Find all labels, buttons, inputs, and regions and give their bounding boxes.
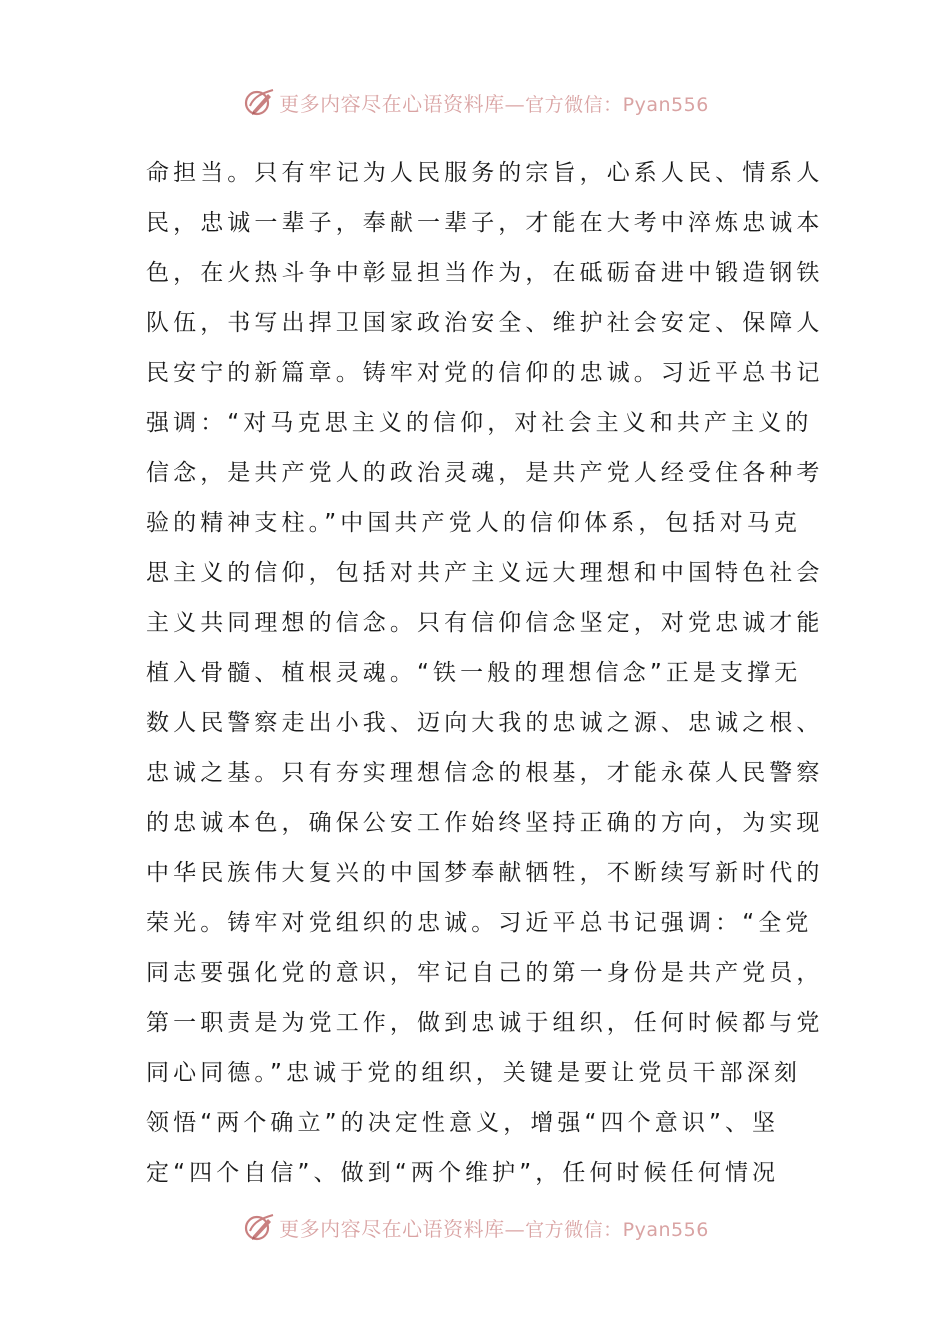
text-line: 民，忠诚一辈子，奉献一辈子，才能在大考中淬炼忠诚本 <box>146 210 824 236</box>
text-line: 忠诚之基。只有夯实理想信念的根基，才能永葆人民警察 <box>146 760 824 786</box>
watermark-text: 更多内容尽在心语资料库—官方微信：Pyan556 <box>279 1216 709 1241</box>
footer-watermark <box>0 1207 950 1247</box>
pen-swoosh-logo-icon <box>241 84 277 120</box>
text-line: 第一职责是为党工作，做到忠诚于组织，任何时候都与党 <box>146 1010 824 1036</box>
watermark-text: 更多内容尽在心语资料库—官方微信：Pyan556 <box>279 91 709 116</box>
text-line: 领悟“两个确立”的决定性意义，增强“四个意识”、坚 <box>146 1110 780 1136</box>
text-line: 强调：“对马克思主义的信仰，对社会主义和共产主义的 <box>146 410 813 436</box>
text-line: 色，在火热斗争中彰显担当作为，在砥砺奋进中锻造钢铁 <box>146 260 824 286</box>
text-line: 思主义的信仰，包括对共产主义远大理想和中国特色社会 <box>146 560 824 586</box>
text-line: 中华民族伟大复兴的中国梦奉献牺牲，不断续写新时代的 <box>146 860 824 886</box>
text-line: 主义共同理想的信念。只有信仰信念坚定，对党忠诚才能 <box>146 610 824 636</box>
text-line: 验的精神支柱。”中国共产党人的信仰体系，包括对马克 <box>146 510 801 536</box>
text-line: 植入骨髓、植根灵魂。“铁一般的理想信念”正是支撑无 <box>146 660 802 686</box>
pen-swoosh-logo-icon <box>241 1209 277 1245</box>
text-line: 的忠诚本色，确保公安工作始终坚持正确的方向，为实现 <box>146 810 824 836</box>
text-line: 荣光。铸牢对党组织的忠诚。习近平总书记强调：“全党 <box>146 910 813 936</box>
text-line: 定“四个自信”、做到“两个维护”，任何时候任何情况 <box>146 1160 780 1186</box>
text-line: 命担当。只有牢记为人民服务的宗旨，心系人民、情系人 <box>146 160 824 186</box>
text-line: 民安宁的新篇章。铸牢对党的信仰的忠诚。习近平总书记 <box>146 360 824 386</box>
text-line: 同志要强化党的意识，牢记自己的第一身份是共产党员， <box>146 960 824 986</box>
header-watermark <box>0 82 950 122</box>
text-line: 信念，是共产党人的政治灵魂，是共产党人经受住各种考 <box>146 460 824 486</box>
text-line: 队伍，书写出捍卫国家政治安全、维护社会安定、保障人 <box>146 310 824 336</box>
text-line: 数人民警察走出小我、迈向大我的忠诚之源、忠诚之根、 <box>146 710 824 736</box>
text-line: 同心同德。”忠诚于党的组织，关键是要让党员干部深刻 <box>146 1060 801 1086</box>
document-body <box>146 148 824 1198</box>
